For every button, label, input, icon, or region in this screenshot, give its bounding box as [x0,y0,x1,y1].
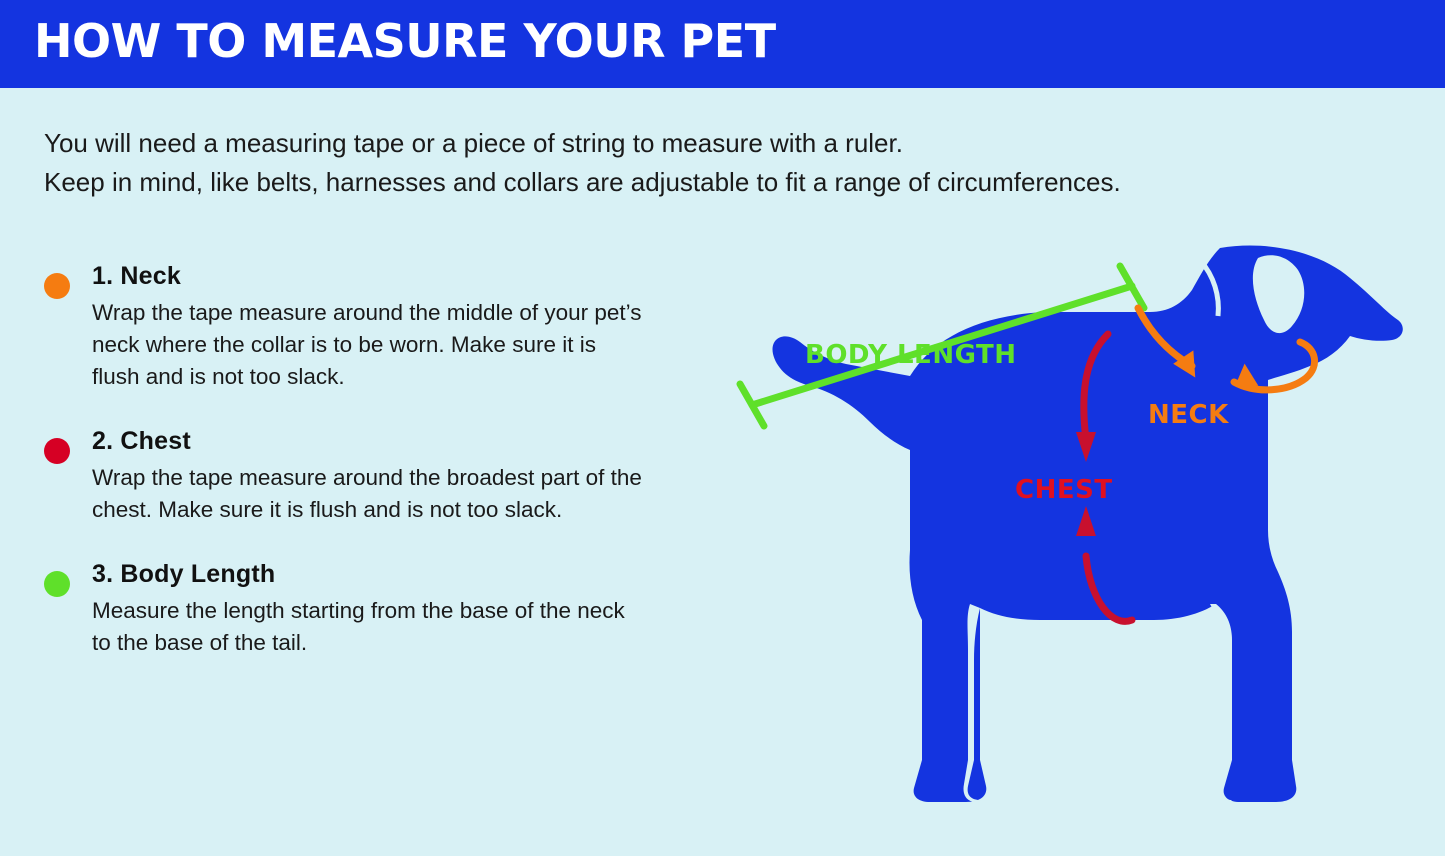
step-chest [44,427,644,526]
step-body: Wrap the tape measure around the broadest part of the chest. Make sure it is flush and is not too slack. [92,465,642,522]
step-title: 3. Body Length [92,560,276,588]
step-title: 1. Neck [92,262,181,290]
intro-line-2: Keep in mind, like belts, harnesses and collars are adjustable to fit a range of circumferences. [44,167,1121,197]
bullet-red-icon [44,438,70,464]
step-body: Wrap the tape measure around the middle of your pet’s neck where the collar is to be worn. Make sure it is flush and is not too slack. [92,300,642,389]
step-body: Measure the length starting from the base of the neck to the base of the tail. [92,598,625,655]
page-title: HOW TO MEASURE YOUR PET [34,14,776,68]
header-bar [0,0,1445,88]
intro-text [44,124,1294,202]
dog-illustration-icon [620,200,1420,840]
label-body-length: BODY LENGTH [805,340,1017,370]
dog-measurement-diagram [620,200,1420,840]
bullet-orange-icon [44,273,70,299]
step-body-length [44,560,644,659]
step-title: 2. Chest [92,427,191,455]
intro-line-1: You will need a measuring tape or a piece of string to measure with a ruler. [44,128,903,158]
bullet-green-icon [44,571,70,597]
label-neck: NECK [1148,400,1229,430]
steps-list [44,262,644,693]
label-chest: CHEST [1015,475,1113,505]
step-neck [44,262,644,393]
